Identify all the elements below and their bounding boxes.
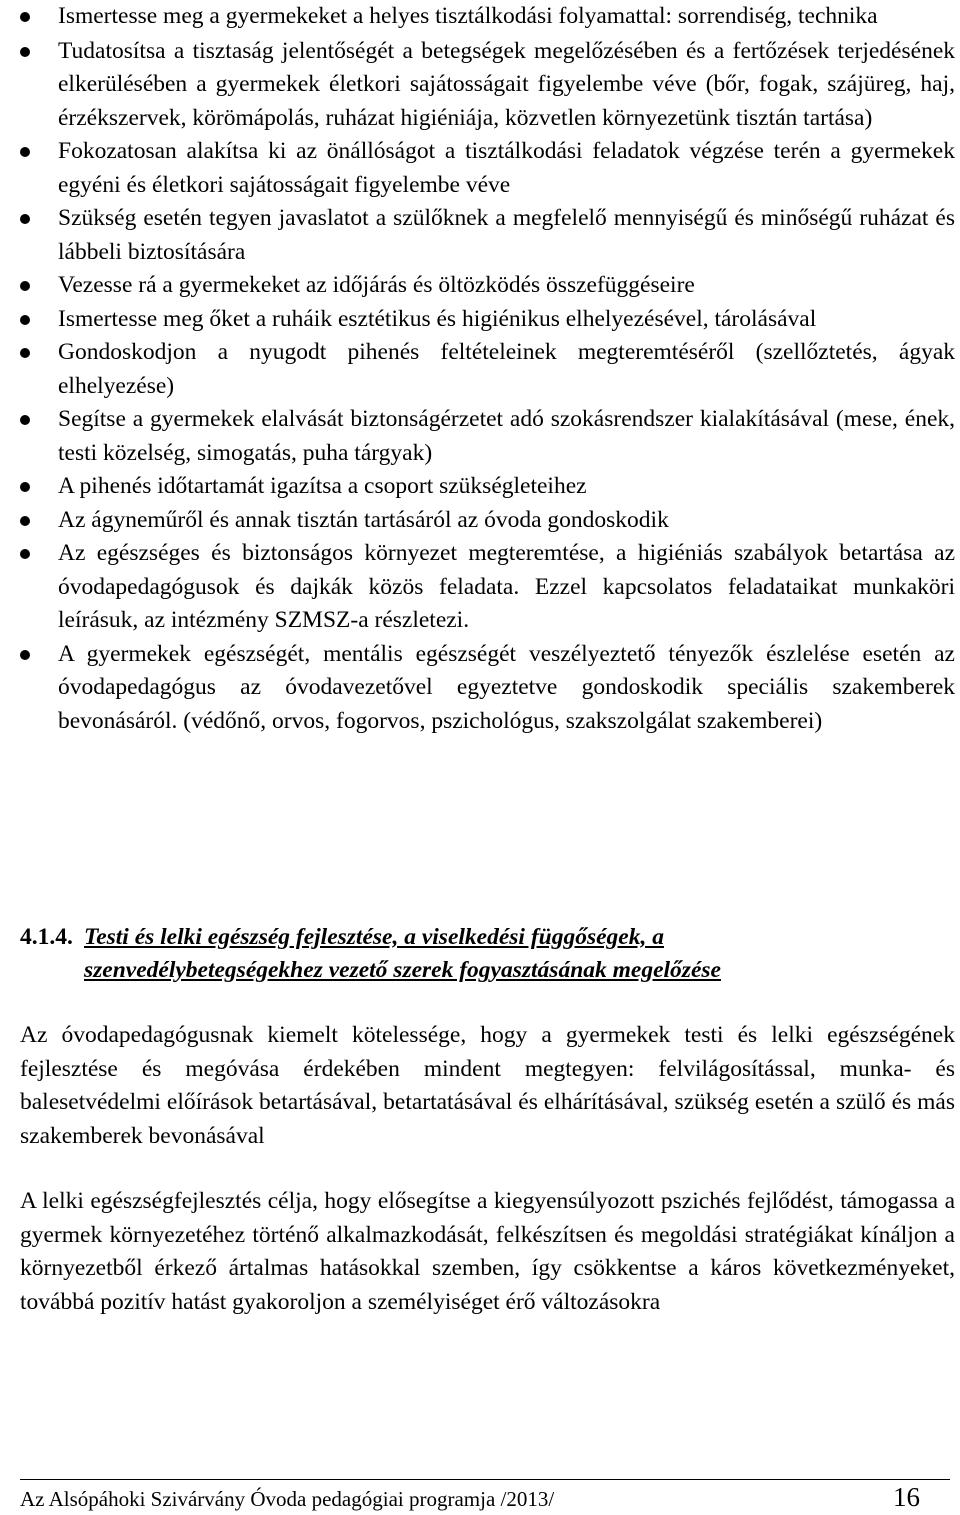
bullet-dot-icon bbox=[20, 47, 30, 57]
bullet-dot-icon bbox=[20, 415, 30, 425]
list-item bbox=[0, 135, 960, 202]
list-item bbox=[0, 638, 960, 739]
list-item bbox=[0, 202, 960, 269]
list-item-text: Vezesse rá a gyermekeket az időjárás és öltözködés összefüggéseire bbox=[58, 272, 695, 298]
bullet-dot-icon bbox=[20, 516, 30, 526]
page-number: 16 bbox=[893, 1482, 920, 1512]
list-item-text: Fokozatosan alakítsa ki az önállóságot a tisztálkodási feladatok végzése terén a gyermekek egyéni és életkori sajátosságait figyelembe véve bbox=[58, 138, 955, 198]
list-item-text: Gondoskodjon a nyugodt pihenés feltételeinek megteremtéséről (szellőztetés, ágyak elhelyezése) bbox=[58, 339, 955, 399]
list-item bbox=[0, 0, 960, 34]
section-title-line1: Testi és lelki egészség fejlesztése, a viselkedési függőségek, a bbox=[84, 924, 664, 950]
bullet-dot-icon bbox=[20, 549, 30, 559]
section-title-line2: szenvedélybetegségekhez vezető szerek fogyasztásának megelőzése bbox=[84, 957, 721, 983]
list-item-text: Segítse a gyermekek elalvását biztonságérzetet adó szokásrendszer kialakításával (mese, ének, testi közelség, simogatás, puha tárgyak) bbox=[58, 406, 955, 466]
list-item bbox=[0, 336, 960, 403]
body-paragraph: A lelki egészségfejlesztés célja, hogy elősegítse a kiegyensúlyozott pszichés fejlődést, támogassa a gyermek környezetéhez történő alkalmazkodását, felkészítsen és megoldási stratégiákat kínáljon a környezetből érkező ártalmas hatásokkal szemben, így csökkentse a káros következményeket, továbbá pozitív hatást gyakoroljon a személyiséget érő változásokra bbox=[20, 1188, 955, 1315]
list-item-text: Tudatosítsa a tisztaság jelentőségét a betegségek megelőzésében és a fertőzések terjedésének elkerülésében a gyermekek életkori sajátosságait figyelembe véve (bőr, fogak, szájüreg, haj, érzékszervek, körömápolás, ruházat higiéniája, közvetlen környezetünk tisztán tartása) bbox=[58, 37, 955, 131]
body-paragraph: Az óvodapedagógusnak kiemelt kötelessége, hogy a gyermekek testi és lelki egészségének fejlesztése és megóvása érdekében mindent megtegyen: felvilágosítással, munka- és balesetvédelmi előírások betartásával, betartatásával és elhárításával, szükség esetén a szülő és más szakemberek bevonásával bbox=[20, 1022, 955, 1149]
list-item-text: Ismertesse meg a gyermekeket a helyes tisztálkodási folyamattal: sorrendiség, technika bbox=[58, 3, 878, 29]
list-item-text: A gyermekek egészségét, mentális egészségét veszélyeztető tényezők észlelése esetén az óvodapedagógus az óvodavezetővel egyeztetve gondoskodik speciális szakemberek bevonásáról. (védőnő, orvos, fogorvos, pszichológus, szakszolgálat szakemberei) bbox=[58, 640, 955, 734]
bullet-dot-icon bbox=[20, 214, 30, 224]
bullet-dot-icon bbox=[20, 281, 30, 291]
list-item-text: Ismertesse meg őket a ruháik esztétikus és higiénikus elhelyezésével, tárolásával bbox=[58, 305, 817, 332]
bullet-dot-icon bbox=[20, 650, 30, 660]
bullet-dot-icon bbox=[20, 12, 30, 22]
list-item-text: A pihenés időtartamát igazítsa a csoport szükségleteihez bbox=[58, 473, 587, 499]
list-item bbox=[0, 504, 960, 538]
list-item bbox=[0, 537, 960, 638]
section-heading bbox=[20, 921, 940, 987]
list-item bbox=[0, 403, 960, 470]
list-item bbox=[0, 303, 960, 337]
bullet-dot-icon bbox=[20, 348, 30, 358]
bullet-dot-icon bbox=[20, 482, 30, 492]
list-item bbox=[0, 35, 960, 136]
bullet-dot-icon bbox=[20, 315, 30, 325]
bullet-dot-icon bbox=[20, 147, 30, 157]
list-item bbox=[0, 269, 960, 303]
list-item-text: Az ágyneműről és annak tisztán tartásáról az óvoda gondoskodik bbox=[58, 506, 669, 533]
section-number: 4.1.4. bbox=[20, 924, 73, 950]
bullet-list bbox=[0, 0, 960, 738]
list-item-text: Szükség esetén tegyen javaslatot a szülőknek a megfelelő mennyiségű és minőségű ruházat és lábbeli biztosítására bbox=[58, 205, 955, 265]
list-item bbox=[0, 470, 960, 504]
footer-title: Az Alsópáhoki Szivárvány Óvoda pedagógiai programja /2013/ bbox=[20, 1487, 555, 1511]
footer-divider bbox=[20, 1479, 950, 1480]
list-item-text: Az egészséges és biztonságos környezet megteremtése, a higiéniás szabályok betartása az óvodapedagógusok és dajkák közös feladata. Ezzel kapcsolatos feladataikat munkaköri leírásuk, az intézmény SZMSZ-a részletezi. bbox=[58, 540, 955, 633]
